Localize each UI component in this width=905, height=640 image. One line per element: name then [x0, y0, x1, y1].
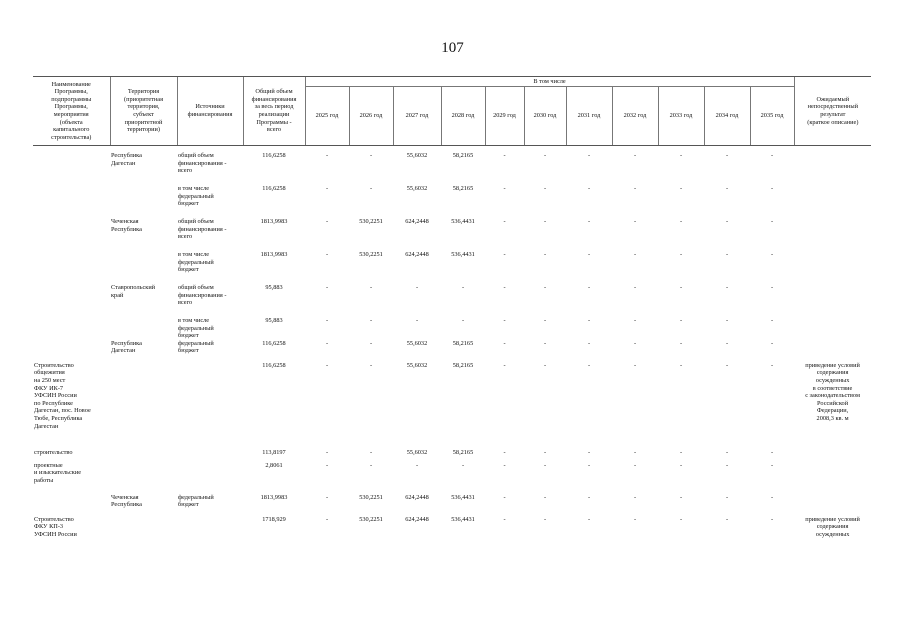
- row-year-cell: -: [543, 218, 547, 225]
- table-body: [33, 146, 871, 550]
- row-result-cell: [794, 284, 871, 317]
- header-year: 2035 год: [750, 87, 794, 146]
- header-year: 2034 год: [704, 87, 750, 146]
- table-row: [33, 185, 871, 218]
- table-row: [33, 317, 871, 340]
- row-year-cell: -: [325, 317, 329, 324]
- row-year-cell: -: [633, 317, 637, 324]
- row-year-cell: -: [543, 493, 547, 501]
- row-source-cell: в том числе федеральный бюджет: [178, 185, 214, 208]
- row-year-cell: -: [725, 251, 729, 258]
- row-total-cell: 1813,9983: [260, 251, 288, 258]
- header-name: Наименование Программы, подпрограммы Программы, мероприятия (объекта капитального строительства): [33, 77, 110, 146]
- row-year-cell: 624,2448: [405, 218, 429, 225]
- row-year-cell: -: [369, 448, 373, 456]
- row-year-cell: -: [633, 218, 637, 225]
- row-year-cell: -: [770, 152, 774, 159]
- row-territory-cell: [110, 317, 177, 340]
- row-year-cell: -: [770, 251, 774, 258]
- header-year: 2028 год: [441, 87, 485, 146]
- row-year-cell: -: [725, 448, 729, 456]
- row-source-cell: [177, 362, 243, 449]
- row-year-cell: -: [725, 152, 729, 159]
- row-year-cell: -: [587, 515, 591, 523]
- row-year-cell: -: [587, 152, 591, 159]
- row-year-cell: -: [679, 218, 683, 225]
- row-total-cell: 113,8197: [262, 448, 286, 456]
- row-total-cell: 116,6258: [262, 152, 286, 159]
- row-year-cell: -: [543, 251, 547, 258]
- row-year-cell: -: [633, 152, 637, 159]
- row-year-cell: -: [679, 185, 683, 192]
- row-result-cell: [794, 340, 871, 362]
- row-year-cell: 530,2251: [359, 493, 383, 501]
- row-total-cell: 1813,9983: [260, 493, 288, 501]
- row-name-cell: [33, 152, 110, 185]
- row-result-cell: [794, 462, 871, 494]
- row-year-cell: -: [369, 185, 373, 192]
- row-result-cell: [794, 494, 871, 516]
- row-source-cell: федеральный бюджет: [178, 493, 214, 509]
- row-year-cell: -: [587, 218, 591, 225]
- row-year-cell: -: [633, 284, 637, 291]
- row-year-cell: -: [543, 185, 547, 192]
- row-year-cell: -: [325, 284, 329, 291]
- row-result-cell: [794, 317, 871, 340]
- row-year-cell: 530,2251: [359, 218, 383, 225]
- row-year-cell: 55,6032: [406, 448, 428, 456]
- header-result: Ожидаемый непосредственный результат (краткое описание): [794, 77, 871, 146]
- row-year-cell: 530,2251: [359, 251, 383, 258]
- row-year-cell: -: [587, 317, 591, 324]
- row-year-cell: -: [725, 218, 729, 225]
- row-year-cell: -: [725, 493, 729, 501]
- row-source-cell: в том числе федеральный бюджет: [178, 317, 214, 340]
- row-year-cell: -: [325, 461, 329, 469]
- row-year-cell: -: [633, 339, 637, 347]
- row-year-cell: -: [587, 461, 591, 469]
- row-year-cell: -: [633, 448, 637, 456]
- row-year-cell: -: [415, 284, 419, 291]
- row-year-cell: -: [325, 152, 329, 159]
- row-year-cell: 55,6032: [406, 152, 428, 159]
- row-year-cell: -: [587, 493, 591, 501]
- header-including: В том числе: [305, 77, 794, 87]
- row-year-cell: -: [503, 515, 506, 523]
- row-year-cell: -: [369, 461, 373, 469]
- table-row: [33, 494, 871, 516]
- header-source: Источники финансирования: [177, 77, 243, 146]
- row-year-cell: -: [461, 317, 465, 324]
- row-year-cell: -: [587, 339, 591, 347]
- row-source-cell: [177, 462, 243, 494]
- header-year: 2031 год: [566, 87, 612, 146]
- row-territory-cell: Республика Дагестан: [111, 339, 142, 355]
- row-name-cell: [33, 340, 110, 362]
- table-row: [33, 251, 871, 284]
- row-year-cell: -: [770, 317, 774, 324]
- row-name-cell: [33, 317, 110, 340]
- row-source-cell: [177, 516, 243, 550]
- row-total-cell: 2,8061: [265, 461, 283, 469]
- row-name-cell: [33, 494, 110, 516]
- row-total-cell: 1718,929: [262, 515, 286, 523]
- row-year-cell: 530,2251: [359, 515, 383, 523]
- row-year-cell: -: [633, 493, 637, 501]
- header-year: 2027 год: [393, 87, 441, 146]
- row-year-cell: -: [369, 284, 373, 291]
- header-year: 2030 год: [524, 87, 566, 146]
- header-territory: Территория (приоритетная территория, субъект приоритетной территории): [110, 77, 177, 146]
- row-source-cell: общий объем финансирования - всего: [178, 218, 227, 241]
- row-territory-cell: Чеченская Республика: [111, 218, 142, 233]
- row-year-cell: -: [633, 251, 637, 258]
- row-year-cell: -: [461, 461, 465, 469]
- table-row: [33, 340, 871, 362]
- header-year: 2026 год: [349, 87, 393, 146]
- row-year-cell: -: [587, 185, 591, 192]
- row-territory-cell: [110, 251, 177, 284]
- row-year-cell: -: [503, 284, 506, 291]
- row-total-cell: 95,883: [265, 317, 283, 324]
- row-year-cell: -: [325, 515, 329, 523]
- row-year-cell: -: [415, 317, 419, 324]
- row-source-cell: [177, 449, 243, 462]
- row-territory-cell: [110, 462, 177, 494]
- table-row: [33, 152, 871, 185]
- row-year-cell: -: [325, 185, 329, 192]
- row-year-cell: -: [679, 461, 683, 469]
- row-name-cell: [33, 218, 110, 251]
- row-result-cell: [794, 251, 871, 284]
- row-year-cell: -: [503, 361, 506, 369]
- table-row: [33, 362, 871, 449]
- row-total-cell: 116,6258: [262, 361, 286, 369]
- row-year-cell: 55,6032: [406, 185, 428, 192]
- row-year-cell: 624,2448: [405, 251, 429, 258]
- row-year-cell: -: [725, 515, 729, 523]
- row-year-cell: -: [587, 448, 591, 456]
- header-year: 2029 год: [485, 87, 524, 146]
- row-year-cell: -: [679, 515, 683, 523]
- row-year-cell: -: [725, 461, 729, 469]
- row-year-cell: 55,6032: [406, 361, 428, 369]
- row-year-cell: -: [770, 339, 774, 347]
- row-year-cell: -: [543, 448, 547, 456]
- row-year-cell: -: [587, 284, 591, 291]
- table-row: [33, 516, 871, 550]
- row-year-cell: -: [325, 218, 329, 225]
- row-territory-cell: Чеченская Республика: [111, 493, 142, 509]
- row-result-cell: [794, 185, 871, 218]
- row-name-cell: [33, 284, 110, 317]
- row-year-cell: -: [770, 448, 774, 456]
- row-territory-cell: Республика Дагестан: [111, 152, 142, 167]
- row-year-cell: 536,4431: [451, 515, 475, 523]
- header-year: 2032 год: [612, 87, 658, 146]
- row-year-cell: 536,4431: [451, 218, 475, 225]
- row-year-cell: -: [725, 317, 729, 324]
- row-name-cell: строительство: [34, 448, 73, 456]
- row-year-cell: -: [503, 251, 506, 258]
- row-year-cell: -: [587, 361, 591, 369]
- row-year-cell: -: [725, 284, 729, 291]
- row-year-cell: 536,4431: [451, 493, 475, 501]
- row-year-cell: -: [543, 339, 547, 347]
- row-year-cell: -: [461, 284, 465, 291]
- row-year-cell: -: [543, 515, 547, 523]
- row-result-cell: [794, 152, 871, 185]
- table-row: [33, 462, 871, 494]
- row-year-cell: -: [543, 317, 547, 324]
- row-year-cell: -: [725, 185, 729, 192]
- row-year-cell: -: [679, 152, 683, 159]
- row-name-cell: Строительство ФКУ КП-3 УФСИН России: [34, 515, 77, 538]
- row-year-cell: -: [679, 448, 683, 456]
- row-year-cell: -: [770, 515, 774, 523]
- row-year-cell: -: [543, 461, 547, 469]
- row-year-cell: 536,4431: [451, 251, 475, 258]
- row-year-cell: -: [325, 361, 329, 369]
- row-total-cell: 1813,9983: [260, 218, 288, 225]
- row-result-cell: [794, 218, 871, 251]
- row-year-cell: 58,2165: [452, 152, 474, 159]
- row-year-cell: -: [369, 317, 373, 324]
- row-total-cell: 95,883: [265, 284, 283, 291]
- row-year-cell: -: [543, 361, 547, 369]
- row-year-cell: -: [543, 284, 547, 291]
- row-year-cell: -: [633, 185, 637, 192]
- row-result-cell: приведение условий содержания осужденных: [805, 515, 860, 538]
- row-year-cell: -: [369, 361, 373, 369]
- row-year-cell: 55,6032: [406, 339, 428, 347]
- row-year-cell: -: [543, 152, 547, 159]
- row-year-cell: -: [369, 152, 373, 159]
- row-year-cell: -: [679, 493, 683, 501]
- row-year-cell: -: [679, 284, 683, 291]
- row-year-cell: -: [503, 218, 506, 225]
- row-year-cell: -: [770, 361, 774, 369]
- row-source-cell: общий объем финансирования - всего: [178, 284, 227, 307]
- table-row: [33, 284, 871, 317]
- row-year-cell: -: [503, 152, 506, 159]
- row-year-cell: -: [770, 493, 774, 501]
- table-row: [33, 218, 871, 251]
- row-year-cell: -: [503, 493, 506, 501]
- page-number: 107: [441, 40, 464, 56]
- row-territory-cell: [110, 516, 177, 550]
- row-name-cell: [33, 251, 110, 284]
- row-year-cell: -: [503, 448, 506, 456]
- table-row: [33, 449, 871, 462]
- row-territory-cell: [110, 362, 177, 449]
- header-year: 2025 год: [305, 87, 349, 146]
- row-year-cell: -: [369, 339, 373, 347]
- financing-table: [33, 76, 871, 550]
- row-result-cell: приведение условий содержания осужденных в соответствие с законодательством Российской Федерации, 2008,3 кв. м: [805, 361, 860, 422]
- row-year-cell: -: [503, 339, 506, 347]
- row-year-cell: -: [770, 185, 774, 192]
- row-year-cell: -: [503, 185, 506, 192]
- row-year-cell: -: [587, 251, 591, 258]
- row-year-cell: 58,2165: [452, 339, 474, 347]
- row-year-cell: -: [325, 448, 329, 456]
- row-year-cell: -: [325, 339, 329, 347]
- header-year: 2033 год: [658, 87, 704, 146]
- row-territory-cell: Ставропольский край: [111, 284, 156, 299]
- row-year-cell: 58,2165: [452, 448, 474, 456]
- row-year-cell: -: [633, 515, 637, 523]
- row-name-cell: проектные и изыскательские работы: [34, 461, 82, 484]
- row-total-cell: 116,6258: [262, 339, 286, 347]
- row-source-cell: федеральный бюджет: [178, 339, 214, 355]
- row-year-cell: -: [679, 317, 683, 324]
- row-source-cell: общий объем финансирования - всего: [178, 152, 227, 175]
- row-year-cell: -: [679, 361, 683, 369]
- row-year-cell: -: [770, 284, 774, 291]
- row-year-cell: 58,2165: [452, 361, 474, 369]
- row-year-cell: -: [725, 339, 729, 347]
- row-year-cell: -: [325, 251, 329, 258]
- header-total: Общий объем финансирования за весь период реализации Программы - всего: [243, 77, 305, 146]
- row-year-cell: -: [679, 339, 683, 347]
- row-year-cell: -: [503, 317, 506, 324]
- row-year-cell: 58,2165: [452, 185, 474, 192]
- row-year-cell: -: [633, 461, 637, 469]
- row-territory-cell: [110, 449, 177, 462]
- row-year-cell: -: [503, 461, 506, 469]
- row-year-cell: -: [325, 493, 329, 501]
- row-year-cell: -: [633, 361, 637, 369]
- row-territory-cell: [110, 185, 177, 218]
- row-year-cell: -: [770, 461, 774, 469]
- row-year-cell: 624,2448: [405, 493, 429, 501]
- row-result-cell: [794, 449, 871, 462]
- row-year-cell: -: [725, 361, 729, 369]
- row-year-cell: -: [770, 218, 774, 225]
- row-name-cell: Строительство общежития на 250 мест ФКУ ИК-7 УФСИН России по Республике Дагестан, пос. Новое Тюбе, Республика Дагестан: [34, 361, 91, 430]
- row-total-cell: 116,6258: [262, 185, 286, 192]
- row-year-cell: 624,2448: [405, 515, 429, 523]
- row-year-cell: -: [679, 251, 683, 258]
- row-name-cell: [33, 185, 110, 218]
- row-source-cell: в том числе федеральный бюджет: [178, 251, 214, 274]
- row-year-cell: -: [415, 461, 419, 469]
